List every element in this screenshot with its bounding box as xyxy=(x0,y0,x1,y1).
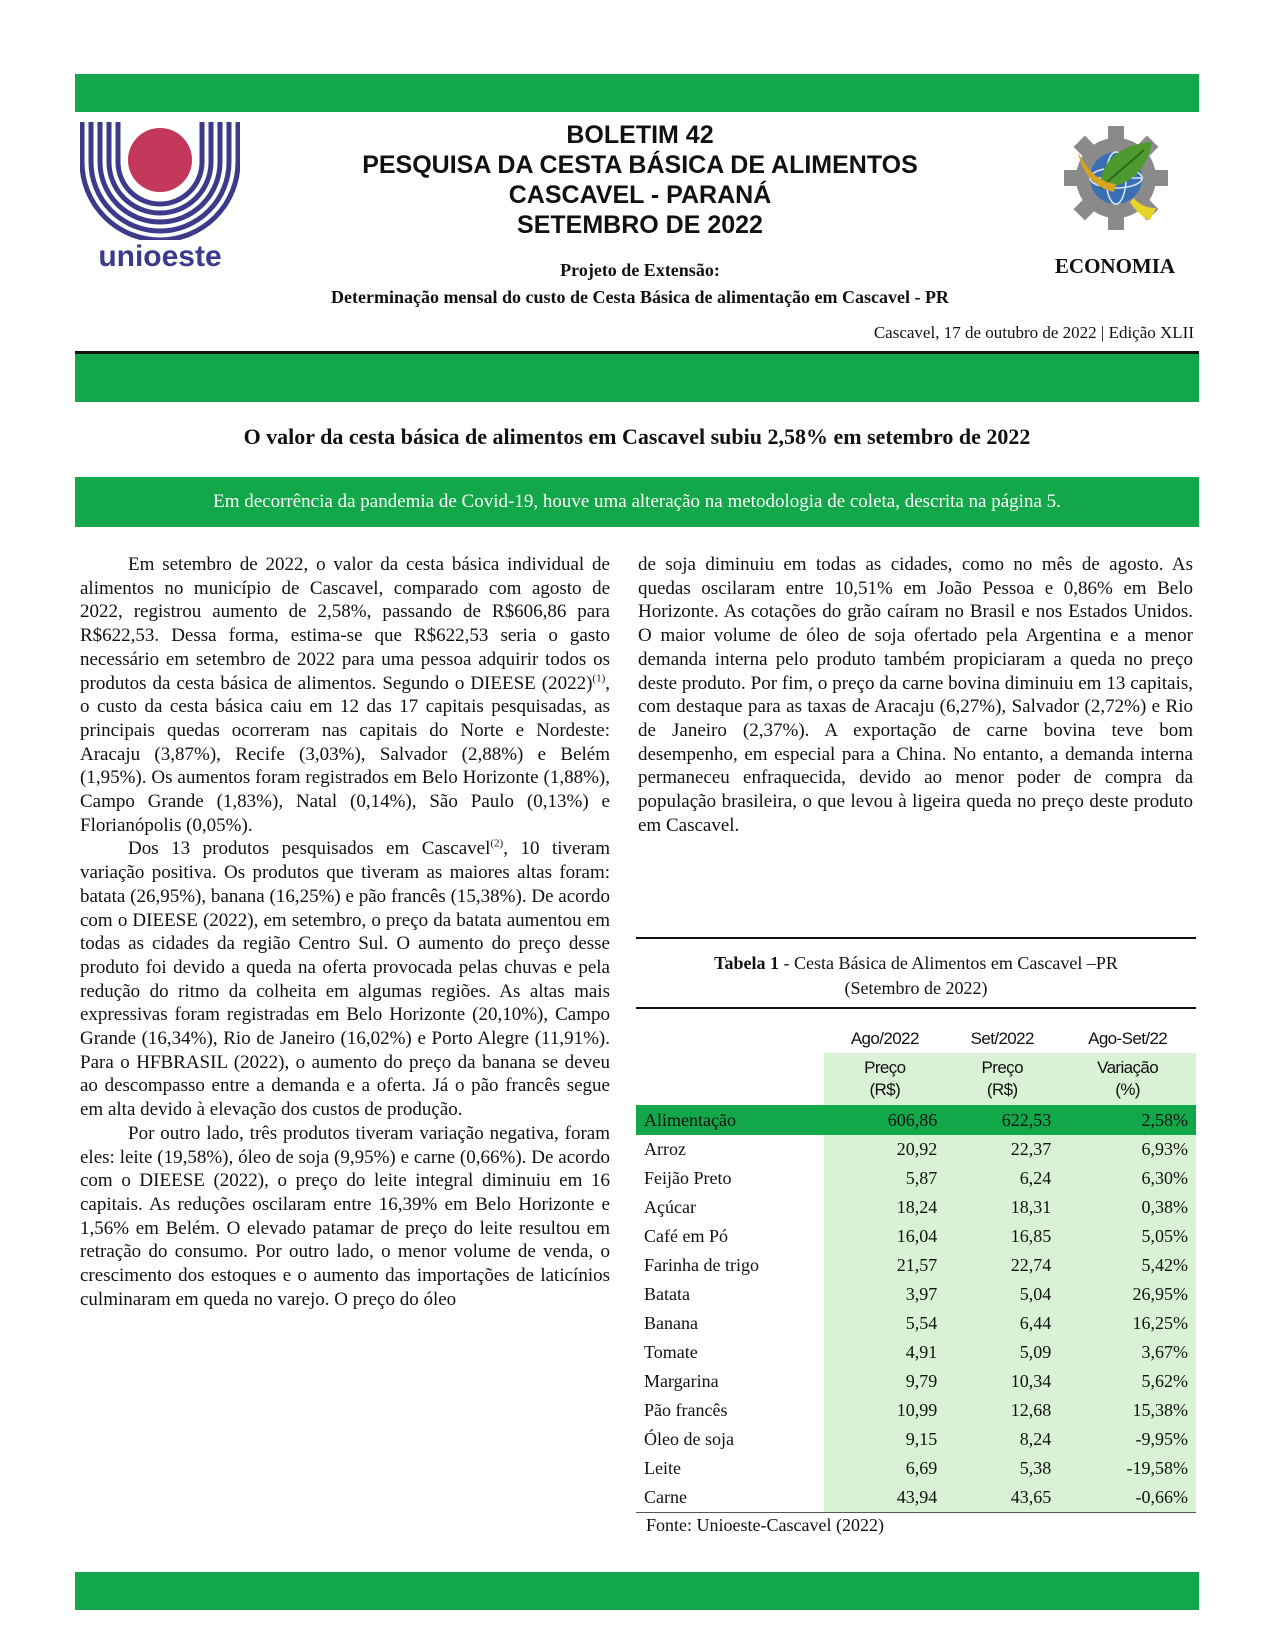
row-label: Feijão Preto xyxy=(644,1168,732,1188)
table-row xyxy=(636,1425,1196,1454)
body-column-left xyxy=(80,553,610,1312)
cell-var: 16,25% xyxy=(1059,1309,1196,1338)
row-label: Carne xyxy=(636,1483,824,1513)
cell-var: -0,66% xyxy=(1059,1483,1196,1513)
project-name: Determinação mensal do custo de Cesta Básica de alimentação em Cascavel - PR xyxy=(331,287,949,307)
cell-ago: 18,24 xyxy=(824,1193,945,1222)
cell-ago: 606,86 xyxy=(824,1105,945,1135)
methodology-notice: Em decorrência da pandemia de Covid-19, houve uma alteração na metodologia de coleta, descrita na página 5. xyxy=(75,477,1199,527)
header-green-bar xyxy=(75,351,1199,402)
cell-ago: 4,91 xyxy=(824,1338,945,1367)
gear-leaf-icon xyxy=(1060,122,1172,234)
table-row xyxy=(636,1338,1196,1367)
cell-var: 15,38% xyxy=(1059,1396,1196,1425)
row-label: Margarina xyxy=(644,1371,719,1391)
col-header-ago: Ago/2022 xyxy=(850,1029,919,1048)
table-row xyxy=(636,1454,1196,1483)
cell-var: 3,67% xyxy=(1059,1338,1196,1367)
unioeste-logo xyxy=(80,122,240,272)
row-label: Banana xyxy=(644,1313,698,1333)
cell-ago: 9,15 xyxy=(824,1425,945,1454)
cell-set: 22,74 xyxy=(945,1251,1059,1280)
cell-set: 8,24 xyxy=(945,1425,1059,1454)
cell-ago: 43,94 xyxy=(824,1483,945,1513)
economia-label: ECONOMIA xyxy=(1054,254,1176,278)
cell-set: 12,68 xyxy=(945,1396,1059,1425)
cell-ago: 9,79 xyxy=(824,1367,945,1396)
cell-var: 26,95% xyxy=(1059,1280,1196,1309)
unit-header: Variação (%) xyxy=(1059,1053,1196,1105)
table-title: Tabela 1 - Cesta Básica de Alimentos em Cascavel –PR (Setembro de 2022) xyxy=(636,937,1196,1001)
row-label: Óleo de soja xyxy=(644,1429,734,1449)
cell-var: -9,95% xyxy=(1059,1425,1196,1454)
body-paragraph: de soja diminuiu em todas as cidades, como no mês de agosto. As quedas oscilaram entre 10,51% em João Pessoa e 0,86% em Belo Horizonte. As cotações do grão caíram no Brasil e nos Estados Unidos. O maior volume de óleo de soja ofertado pela Argentina e a menor demanda interna pelo produto também propiciaram a queda no preço deste produto. Por fim, o preço da carne bovina diminuiu em 13 capitais, com destaque para as taxas de Aracaju (6,27%), Salvador (2,72%) e Rio de Janeiro (2,37%). A exportação de carne bovina teve bom desempenho, em especial para a China. No entanto, a demanda interna permaneceu enfraquecida, devido ao menor poder de compra da população brasileira, o que levou à ligeira queda no preço deste produto em Cascavel. xyxy=(638,554,1193,836)
month-title: SETEMBRO DE 2022 xyxy=(517,211,763,239)
table-row xyxy=(636,1135,1196,1164)
row-label: Açúcar xyxy=(644,1197,696,1217)
body-paragraph: Em setembro de 2022, o valor da cesta básica individual de alimentos no município de Cascavel, comparado com agosto de 2022, registrou aumento de 2,58%, passando de R$606,86 para R$622,53. Dessa forma, estima-se que R$622,53 seria o gasto necessário em setembro de 2022 para uma pessoa adquirir todos os produtos da cesta básica de alimentos. Segundo o DIEESE $(2022)^{(1)}$, o custo da cesta básica caiu em 12 das 17 capitais pesquisadas, as principais quedas ocorreram nas capitais do Norte e Nordeste: Aracaju (3,87%), Recife (3,03%), Salvador (2,88%) e Belém (1,95%). Os aumentos foram registrados em Belo Horizonte (1,88%), Campo Grande (1,83%), Natal (0,14%), São Paulo (0,13%) e Florianópolis (0,05%). xyxy=(80,554,610,836)
row-label: Batata xyxy=(644,1284,690,1304)
economia-logo xyxy=(1060,122,1172,234)
cell-ago: 10,99 xyxy=(824,1396,945,1425)
table-row xyxy=(636,1193,1196,1222)
project-label: Projeto de Extensão: xyxy=(560,260,720,280)
col-header-var: Ago-Set/22 xyxy=(1088,1029,1168,1048)
headline: O valor da cesta básica de alimentos em Cascavel subiu 2,58% em setembro de 2022 xyxy=(243,424,1031,449)
row-label: Pão francês xyxy=(644,1400,728,1420)
cell-ago: 21,57 xyxy=(824,1251,945,1280)
basket-table xyxy=(636,1007,1196,1513)
top-green-bar xyxy=(75,74,1199,112)
cell-ago: 6,69 xyxy=(824,1454,945,1483)
cell-var: 5,05% xyxy=(1059,1222,1196,1251)
cell-set: 18,31 xyxy=(945,1193,1059,1222)
cell-set: 622,53 xyxy=(945,1105,1059,1135)
cell-var: 6,30% xyxy=(1059,1164,1196,1193)
table-row xyxy=(636,1251,1196,1280)
cell-var: 5,42% xyxy=(1059,1251,1196,1280)
table-total-row xyxy=(636,1105,1196,1135)
row-label: Tomate xyxy=(644,1342,698,1362)
cell-set: 16,85 xyxy=(945,1222,1059,1251)
unit-header: Preço (R$) xyxy=(945,1053,1059,1105)
footnote-ref: (2) xyxy=(490,838,504,851)
cell-set: 43,65 xyxy=(945,1483,1059,1513)
col-header-set: Set/2022 xyxy=(970,1029,1034,1048)
bottom-green-bar xyxy=(75,1572,1199,1610)
table-row xyxy=(636,1309,1196,1338)
city-title: CASCAVEL - PARANÁ xyxy=(508,181,772,209)
cell-var: 5,62% xyxy=(1059,1367,1196,1396)
cell-var: 2,58% xyxy=(1059,1105,1196,1135)
cell-ago: 5,87 xyxy=(824,1164,945,1193)
dateline: Cascavel, 17 de outubro de 2022 | Edição XLII xyxy=(873,323,1194,342)
cell-var: 6,93% xyxy=(1059,1135,1196,1164)
unioeste-emblem-icon xyxy=(80,122,240,240)
table-header-row xyxy=(636,1008,1196,1053)
table-row xyxy=(636,1280,1196,1309)
cell-set: 22,37 xyxy=(945,1135,1059,1164)
cell-ago: 20,92 xyxy=(824,1135,945,1164)
cell-set: 6,24 xyxy=(945,1164,1059,1193)
body-paragraph: Por outro lado, três produtos tiveram variação negativa, foram eles: leite (19,58%), óleo de soja (9,95%) e carne (0,66%). De acordo com o DIEESE (2022), o preço do leite integral diminuiu em 16 capitais. As reduções oscilaram entre 16,39% em Belo Horizonte e 1,56% em Belém. O elevado patamar de preço do leite resultou em retração do consumo. Por outro lado, o menor volume de venda, o crescimento dos estoques e o aumento das importações de laticínios culminaram em queda no varejo. O preço do óleo xyxy=(80,1122,610,1310)
table-row xyxy=(636,1483,1196,1513)
row-label: Café em Pó xyxy=(644,1226,728,1246)
table-row xyxy=(636,1367,1196,1396)
bulletin-title: BOLETIM 42 xyxy=(566,121,714,149)
unioeste-logo-text: unioeste xyxy=(98,240,222,273)
survey-title: PESQUISA DA CESTA BÁSICA DE ALIMENTOS xyxy=(362,151,918,179)
footnote-ref: (1) xyxy=(592,672,606,685)
row-label: Alimentação xyxy=(636,1105,824,1135)
cell-set: 6,44 xyxy=(945,1309,1059,1338)
price-table xyxy=(636,937,1196,1536)
body-column-right xyxy=(638,553,1193,837)
table-row xyxy=(636,1396,1196,1425)
cell-ago: 16,04 xyxy=(824,1222,945,1251)
cell-var: -19,58% xyxy=(1059,1454,1196,1483)
cell-ago: 5,54 xyxy=(824,1309,945,1338)
cell-ago: 3,97 xyxy=(824,1280,945,1309)
table-units-row xyxy=(636,1053,1196,1105)
cell-set: 5,04 xyxy=(945,1280,1059,1309)
table-row xyxy=(636,1222,1196,1251)
cell-set: 10,34 xyxy=(945,1367,1059,1396)
row-label: Arroz xyxy=(644,1139,686,1159)
cell-var: 0,38% xyxy=(1059,1193,1196,1222)
table-row xyxy=(636,1164,1196,1193)
body-paragraph: Dos 13 produtos pesquisados em Cascavel$^{(2)}$, 10 tiveram variação positiva. Os produtos que tiveram as maiores altas foram: batata (26,95%), banana (16,25%) e pão francês (15,38%). De acordo com o DIEESE (2022), em setembro, o preço da batata aumentou em todas as cidades da região Centro Sul. O aumento do preço desse produto foi devido a queda na oferta provocada pelas chuvas e pela redução do ritmo da colheita em algumas regiões. As altas mais expressivas foram registradas em Belo Horizonte (20,10%), Campo Grande (16,34%), Rio de Janeiro (16,02%) e Porto Alegre (11,91%). Para o HFBRASIL (2022), o aumento do preço da banana se deveu ao descompasso entre a demanda e a oferta. Já o pão francês segue em alta devido à elevação dos custos de produção. xyxy=(80,838,611,1121)
row-label: Farinha de trigo xyxy=(644,1255,759,1275)
cell-set: 5,38 xyxy=(945,1454,1059,1483)
cell-set: 5,09 xyxy=(945,1338,1059,1367)
row-label: Leite xyxy=(644,1458,681,1478)
unit-header: Preço (R$) xyxy=(824,1053,945,1105)
table-source: Fonte: Unioeste-Cascavel (2022) xyxy=(646,1515,884,1535)
